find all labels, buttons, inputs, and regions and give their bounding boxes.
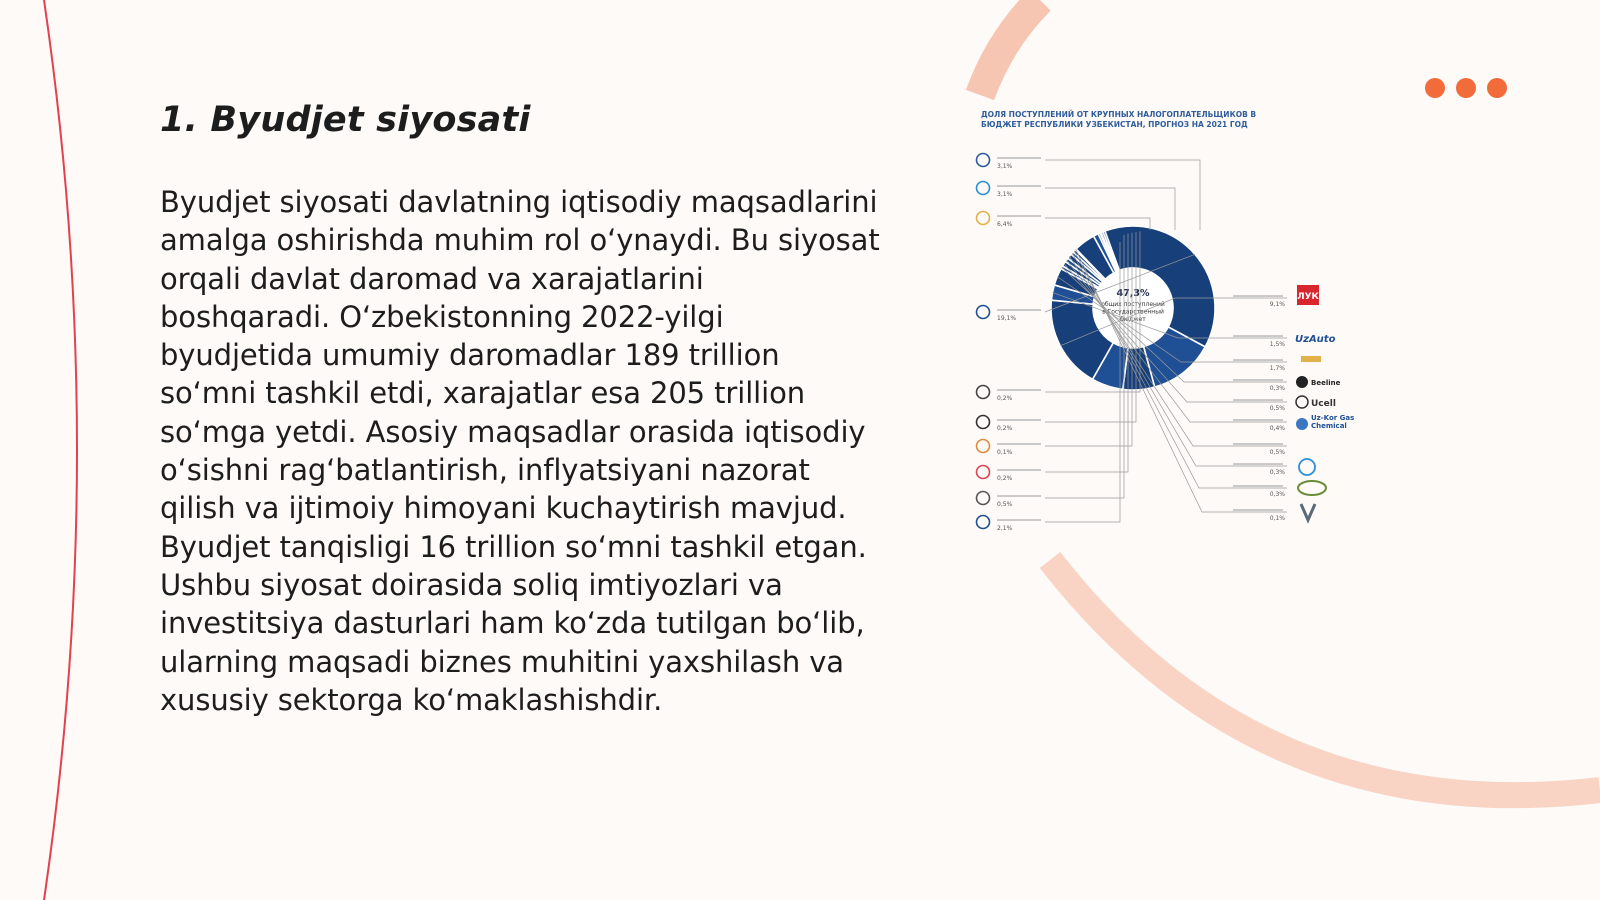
left-share-label: 19,1% (997, 315, 1017, 322)
company-name-placeholder (997, 309, 1041, 311)
left-share-label: 0,2% (997, 395, 1013, 402)
tax-share-infographic (975, 100, 1405, 550)
uzkorgas-logo-icon (1296, 418, 1308, 430)
company-name-placeholder (1233, 485, 1283, 487)
company-name-placeholder (1233, 463, 1283, 465)
infographic-title: ДОЛЯ ПОСТУПЛЕНИЙ ОТ КРУПНЫХ НАЛОГОПЛАТЕЛЬЩИКОВ В БЮДЖЕТ РЕСПУБЛИКИ УЗБЕКИСТАН, ПРОГНОЗ НА 2021 ГОД (981, 110, 1257, 129)
uzkorgas-logo-subtext: Chemical (1311, 422, 1347, 430)
lukoil-logo-text: ЛУК (1297, 292, 1319, 302)
company-name-placeholder (997, 519, 1041, 521)
left-share-label: 0,2% (997, 475, 1013, 482)
left-share-label: 2,1% (997, 525, 1013, 532)
leader-line (1045, 160, 1200, 230)
beeline-logo-icon (1296, 376, 1308, 388)
right-share-label: 0,3% (1269, 385, 1285, 392)
company-name-placeholder (1233, 335, 1283, 337)
left-share-label: 6,4% (997, 221, 1013, 228)
right-share-label: 0,3% (1269, 491, 1285, 498)
chevron-logo-icon (1301, 504, 1315, 520)
donut-center-caption: общих поступлений (1101, 301, 1165, 308)
company-name-placeholder (1233, 509, 1283, 511)
company-name-placeholder (1233, 295, 1283, 297)
decorative-arc-lower (1050, 560, 1600, 795)
company-logo-icon (977, 212, 990, 225)
globe-logo-icon (1299, 459, 1315, 475)
menu-dots (1425, 78, 1507, 98)
company-logo-icon (977, 182, 990, 195)
left-share-label: 0,5% (997, 501, 1013, 508)
company-logo-icon (977, 154, 990, 167)
company-logo-icon (977, 306, 990, 319)
donut-center-value: 47,3% (1116, 288, 1150, 299)
company-name-placeholder (997, 157, 1041, 159)
beeline-logo-text: Beeline (1311, 379, 1341, 387)
right-share-label: 9,1% (1269, 301, 1285, 308)
right-share-label: 0,1% (1269, 515, 1285, 522)
orange-dot-1 (1425, 78, 1445, 98)
left-share-label: 3,1% (997, 163, 1013, 170)
company-logo-icon (977, 466, 990, 479)
company-logo-icon (977, 516, 990, 529)
company-name-placeholder (1233, 379, 1283, 381)
company-name-placeholder (1233, 443, 1283, 445)
company-logo-icon (977, 492, 990, 505)
left-share-label: 0,1% (997, 449, 1013, 456)
company-logo-icon (977, 416, 990, 429)
slide-body-text: Byudjet siyosati davlatning iqtisodiy maqsadlarini amalga oshirishda muhim rol oʻynaydi. Bu siyosat orqali davlat daromad va xarajatlarini boshqaradi. Oʻzbekistonning 2022-yilgi byudjetida umumiy daromadlar 189 trillion soʻmni tashkil etdi, xarajatlar esa 205 trillion soʻmga yetdi. Asosiy maqsadlar orasida iqtisodiy oʻsishni ragʻbatlantirish, inflyatsiyani nazorat qilish va ijtimoiy himoyani kuchaytirish mavjud. Byudjet tanqisligi 16 trillion soʻmni tashkil etgan. Ushbu siyosat doirasida soliq imtiyozlari va investitsiya dasturlari ham koʻzda tutilgan boʻlib, ularning maqsadi biznes muhitini yaxshilash va xususiy sektorga koʻmaklashishdir. (160, 185, 880, 717)
slide-title: 1. Byudjet siyosati (160, 100, 531, 140)
orange-dot-2 (1456, 78, 1476, 98)
ucell-logo-text: Ucell (1311, 399, 1336, 409)
orange-dot-3 (1487, 78, 1507, 98)
oval-logo-icon (1298, 481, 1326, 495)
company-logo-icon (977, 386, 990, 399)
right-share-label: 0,3% (1269, 469, 1285, 476)
gold-bar-icon (1301, 356, 1321, 362)
donut-chart (975, 100, 1405, 550)
company-name-placeholder (997, 495, 1041, 497)
left-share-label: 0,2% (997, 425, 1013, 432)
leader-line (1045, 188, 1175, 230)
company-logo-icon (977, 440, 990, 453)
ucell-logo-icon (1296, 396, 1308, 408)
donut-center-caption: бюджет (1120, 316, 1146, 323)
right-share-label: 0,4% (1269, 425, 1285, 432)
right-share-label: 1,5% (1269, 341, 1285, 348)
uzkorgas-logo-text: Uz-Kor Gas (1311, 414, 1355, 422)
company-name-placeholder (997, 469, 1041, 471)
company-name-placeholder (997, 443, 1041, 445)
company-name-placeholder (1233, 399, 1283, 401)
company-name-placeholder (997, 389, 1041, 391)
company-name-placeholder (997, 215, 1041, 217)
left-accent-curve (44, 0, 77, 900)
company-name-placeholder (997, 419, 1041, 421)
company-name-placeholder (1233, 359, 1283, 361)
donut-center-caption: в Государственный (1102, 308, 1164, 316)
company-name-placeholder (997, 185, 1041, 187)
right-share-label: 0,5% (1269, 405, 1285, 412)
uzauto-logo-text: UzAuto (1295, 334, 1336, 345)
right-share-label: 1,7% (1269, 365, 1285, 372)
decorative-arc-upper (980, 0, 1040, 95)
left-share-label: 3,1% (997, 191, 1013, 198)
company-name-placeholder (1233, 419, 1283, 421)
right-share-label: 0,5% (1269, 449, 1285, 456)
